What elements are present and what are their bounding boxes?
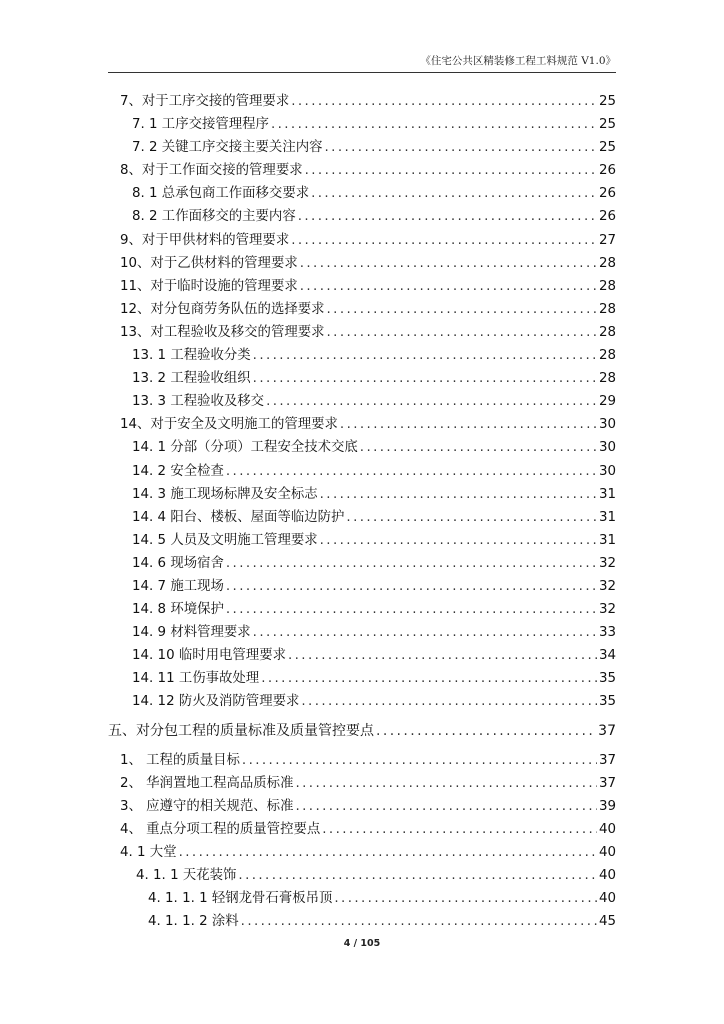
toc-entry-title: 7、对于工序交接的管理要求	[120, 94, 290, 109]
toc-dot-leader	[340, 417, 597, 432]
toc-dot-leader	[261, 671, 597, 686]
toc-dot-leader	[253, 371, 597, 386]
toc-entry-page: 25	[598, 117, 616, 133]
toc-entry-page: 35	[598, 694, 616, 710]
toc-dot-leader	[179, 845, 597, 860]
toc-entry-title: 4. 1 大堂	[120, 845, 177, 860]
toc-entry[interactable]	[108, 460, 616, 483]
toc-entry[interactable]	[108, 529, 616, 552]
toc-entry-page: 35	[598, 671, 616, 687]
toc-entry-title: 14. 3 施工现场标牌及安全标志	[132, 486, 318, 502]
toc-entry[interactable]	[108, 598, 616, 621]
toc-entry[interactable]	[108, 413, 616, 436]
toc-entry-title: 8. 2 工作面移交的主要内容	[132, 209, 296, 225]
toc-entry[interactable]	[108, 205, 616, 228]
toc-dot-leader	[266, 394, 597, 409]
toc-dot-leader	[322, 822, 597, 837]
toc-entry[interactable]	[108, 644, 616, 667]
toc-entry[interactable]	[108, 483, 616, 506]
toc-entry-page: 40	[598, 821, 616, 837]
toc-entry-page: 37	[598, 752, 616, 768]
toc-entry[interactable]	[108, 113, 616, 136]
toc-dot-leader	[298, 209, 597, 224]
toc-dot-leader	[295, 799, 596, 814]
toc-dot-leader	[325, 140, 597, 155]
toc-entry-title: 8、对于工作面交接的管理要求	[120, 163, 303, 179]
toc-entry-page: 26	[598, 186, 616, 202]
toc-entry[interactable]	[108, 887, 616, 910]
header-divider	[108, 72, 616, 73]
toc-entry[interactable]	[108, 506, 616, 529]
toc-entry-title: 11、对于临时设施的管理要求	[120, 278, 298, 294]
toc-entry-page: 26	[598, 209, 616, 225]
toc-entry[interactable]	[108, 795, 616, 818]
toc-entry-title: 4、 重点分项工程的质量管控要点	[120, 821, 321, 837]
toc-entry-page: 30	[598, 463, 616, 479]
toc-entry-title: 14. 10 临时用电管理要求	[132, 648, 286, 664]
toc-entry[interactable]	[108, 841, 616, 864]
toc-entry-title: 14. 9 材料管理要求	[132, 625, 251, 641]
toc-entry[interactable]	[108, 136, 616, 159]
running-header: 《住宅公共区精装修工程工料规范 V1.0》	[420, 55, 616, 67]
toc-entry-title: 9、对于甲供材料的管理要求	[120, 232, 290, 248]
toc-dot-leader	[253, 348, 597, 363]
toc-entry-title: 7. 2 关键工序交接主要关注内容	[132, 140, 323, 156]
toc-entry-page: 45	[598, 914, 616, 930]
toc-entry-title: 14. 7 施工现场	[132, 578, 224, 594]
toc-entry[interactable]	[108, 910, 616, 933]
toc-entry-title: 4. 1. 1 天花装饰	[136, 868, 237, 884]
toc-entry-page: 37	[598, 722, 616, 739]
toc-dot-leader	[376, 723, 596, 739]
toc-dot-leader	[327, 325, 597, 340]
toc-entry-title: 4. 1. 1. 1 轻钢龙骨石膏板吊顶	[148, 891, 333, 907]
toc-entry-title: 2、 华润置地工程高品质标准	[120, 775, 294, 791]
toc-entry-title: 14. 11 工伤事故处理	[132, 671, 260, 687]
toc-entry[interactable]	[108, 390, 616, 413]
toc-entry[interactable]	[108, 298, 616, 321]
toc-dot-leader	[241, 914, 597, 929]
toc-entry-title: 五、对分包工程的质量标准及质量管控要点	[108, 722, 374, 739]
toc-entry-page: 28	[598, 324, 616, 340]
toc-entry-title: 14. 4 阳台、楼板、屋面等临边防护	[132, 509, 345, 525]
toc-dot-leader	[295, 776, 596, 791]
toc-entry-page: 40	[598, 845, 616, 860]
toc-entry[interactable]	[108, 720, 616, 743]
toc-dot-leader	[238, 868, 597, 883]
toc-entry-page: 34	[598, 648, 616, 664]
toc-dot-leader	[311, 186, 597, 201]
toc-entry[interactable]	[108, 182, 616, 205]
toc-dot-leader	[346, 510, 597, 525]
toc-entry-page: 32	[598, 555, 616, 571]
toc-entry-title: 13、对工程验收及移交的管理要求	[120, 324, 325, 340]
toc-entry[interactable]	[108, 864, 616, 887]
toc-dot-leader	[226, 556, 597, 571]
toc-entry-title: 14. 12 防火及消防管理要求	[132, 694, 300, 710]
toc-dot-leader	[320, 533, 597, 548]
toc-entry-page: 37	[598, 775, 616, 791]
toc-entry[interactable]	[108, 436, 616, 459]
toc-entry-page: 30	[598, 417, 616, 433]
toc-entry-title: 14. 2 安全检查	[132, 463, 224, 479]
toc-entry[interactable]	[108, 367, 616, 390]
toc-entry-title: 14、对于安全及文明施工的管理要求	[120, 417, 338, 433]
toc-entry-page: 40	[598, 868, 616, 884]
toc-dot-leader	[300, 279, 597, 294]
toc-dot-leader	[288, 648, 597, 663]
toc-entry[interactable]	[108, 575, 616, 598]
toc-dot-leader	[291, 94, 597, 109]
toc-entry[interactable]	[108, 90, 616, 113]
toc-entry[interactable]	[108, 772, 616, 795]
toc-dot-leader	[226, 602, 597, 617]
toc-entry-page: 40	[598, 891, 616, 907]
toc-entry[interactable]	[108, 229, 616, 252]
toc-entry-title: 13. 1 工程验收分类	[132, 348, 251, 364]
toc-dot-leader	[334, 891, 597, 906]
toc-dot-leader	[226, 464, 597, 479]
toc-entry[interactable]	[108, 252, 616, 275]
toc-entry[interactable]	[108, 552, 616, 575]
toc-dot-leader	[253, 625, 597, 640]
toc-entry-title: 13. 2 工程验收组织	[132, 371, 251, 387]
toc-dot-leader	[291, 233, 597, 248]
toc-entry[interactable]	[108, 344, 616, 367]
toc-entry-page: 30	[598, 440, 616, 456]
toc-entry-title: 8. 1 总承包商工作面移交要求	[132, 186, 310, 202]
toc-entry-page: 28	[598, 301, 616, 317]
toc-dot-leader	[300, 256, 597, 271]
toc-dot-leader	[327, 302, 597, 317]
toc-entry-page: 31	[598, 486, 616, 502]
toc-dot-leader	[242, 753, 597, 768]
toc-entry[interactable]	[108, 667, 616, 690]
toc-entry-page: 28	[598, 348, 616, 364]
toc-entry-title: 10、对于乙供材料的管理要求	[120, 255, 298, 271]
toc-entry-title: 14. 5 人员及文明施工管理要求	[132, 532, 318, 548]
page-number: 4 / 105	[343, 938, 381, 949]
toc-entry-page: 32	[598, 578, 616, 594]
toc-entry-page: 33	[598, 625, 616, 641]
toc-entry[interactable]	[108, 275, 616, 298]
toc-entry[interactable]	[108, 749, 616, 772]
toc-entry[interactable]	[108, 159, 616, 182]
toc-entry-page: 39	[598, 798, 616, 814]
toc-entry-title: 14. 1 分部（分项）工程安全技术交底	[132, 440, 358, 456]
toc-entry-title: 13. 3 工程验收及移交	[132, 394, 265, 410]
toc-entry-page: 25	[598, 94, 616, 109]
toc-entry-title: 1、 工程的质量目标	[120, 752, 240, 768]
toc-entry-page: 27	[598, 232, 616, 248]
toc-entry-page: 26	[598, 163, 616, 179]
toc-dot-leader	[226, 579, 597, 594]
toc-dot-leader	[271, 117, 597, 132]
toc-entry-title: 14. 6 现场宿舍	[132, 555, 224, 571]
toc-dot-leader	[360, 440, 597, 455]
table-of-contents	[108, 90, 616, 933]
toc-entry-title: 14. 8 环境保护	[132, 602, 224, 618]
toc-entry-page: 28	[598, 371, 616, 387]
toc-entry-page: 31	[598, 509, 616, 525]
toc-entry[interactable]	[108, 818, 616, 841]
toc-entry-page: 29	[598, 394, 616, 410]
toc-entry-page: 31	[598, 532, 616, 548]
toc-entry-page: 32	[598, 602, 616, 618]
toc-entry-title: 3、 应遵守的相关规范、标准	[120, 798, 294, 814]
toc-entry-page: 28	[598, 255, 616, 271]
toc-entry-page: 28	[598, 278, 616, 294]
toc-dot-leader	[305, 163, 597, 178]
toc-entry[interactable]	[108, 621, 616, 644]
toc-dot-leader	[320, 487, 597, 502]
toc-entry-title: 4. 1. 1. 2 涂料	[148, 914, 239, 930]
toc-entry-title: 12、对分包商劳务队伍的选择要求	[120, 301, 325, 317]
toc-entry[interactable]	[108, 690, 616, 713]
toc-dot-leader	[301, 694, 597, 709]
toc-entry-title: 7. 1 工序交接管理程序	[132, 117, 269, 133]
toc-entry-page: 25	[598, 140, 616, 156]
toc-entry[interactable]	[108, 321, 616, 344]
